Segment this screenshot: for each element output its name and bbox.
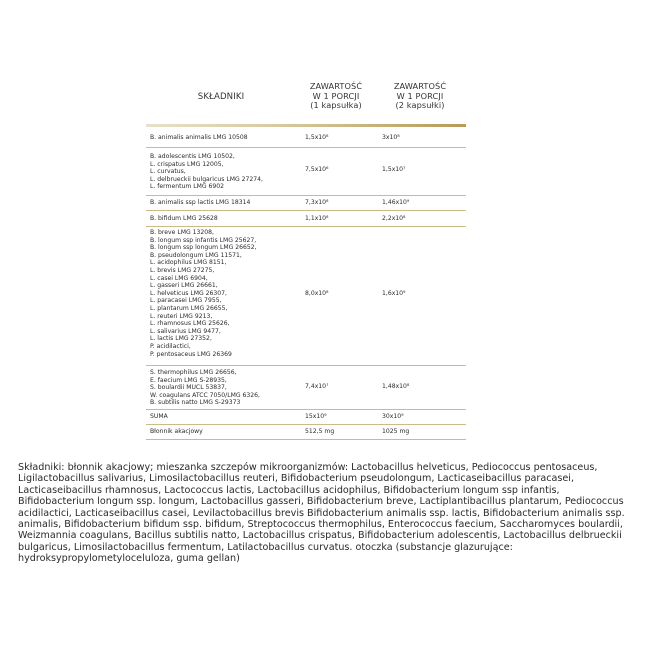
row-ingredients: B. bifidum LMG 25628 bbox=[150, 215, 218, 222]
nutrition-table bbox=[146, 80, 466, 440]
table-row bbox=[146, 127, 466, 148]
row-value-1-capsule: 7,5x10⁶ bbox=[305, 166, 329, 173]
header-content-1-capsule bbox=[296, 82, 376, 111]
row-value-2-capsules: 30x10⁹ bbox=[382, 413, 404, 420]
header-col1-line2: W 1 PORCJI bbox=[312, 90, 360, 101]
table-row bbox=[146, 196, 466, 211]
table-row bbox=[146, 410, 466, 425]
row-value-2-capsules: 1,5x10⁷ bbox=[382, 166, 406, 173]
row-ingredients: SUMA bbox=[150, 413, 168, 420]
header-col1-line1: ZAWARTOŚĆ bbox=[309, 81, 363, 91]
row-value-2-capsules: 1,6x10⁹ bbox=[382, 290, 406, 297]
row-ingredients: B. adolescentis LMG 10502, L. crispatus LMG 12005, L. curvatus, L. delbrueckii bulgaricus LMG 27274, L. fermentum LMG 6902 bbox=[150, 153, 263, 191]
row-value-1-capsule: 8,0x10⁸ bbox=[305, 290, 329, 297]
row-value-2-capsules: 3x10⁸ bbox=[382, 134, 400, 141]
header-ingredients: SKŁADNIKI bbox=[197, 92, 245, 102]
row-ingredients: B. animalis ssp lactis LMG 18314 bbox=[150, 199, 251, 206]
row-value-1-capsule: 1,5x10⁸ bbox=[305, 134, 329, 141]
row-value-1-capsule: 7,3x10⁸ bbox=[305, 199, 329, 206]
row-value-1-capsule: 1,1x10⁸ bbox=[305, 215, 329, 222]
row-ingredients: B. animalis animalis LMG 10508 bbox=[150, 134, 248, 141]
header-col2-line1: ZAWARTOŚĆ bbox=[393, 81, 447, 91]
header-col1-line3: (1 kapsułka) bbox=[310, 100, 362, 110]
row-value-2-capsules: 1,46x10⁹ bbox=[382, 199, 410, 206]
table-row bbox=[146, 366, 466, 410]
row-value-1-capsule: 512,5 mg bbox=[305, 428, 335, 435]
table-row bbox=[146, 211, 466, 227]
row-value-1-capsule: 15x10⁹ bbox=[305, 413, 327, 420]
row-value-2-capsules: 2,2x10⁸ bbox=[382, 215, 406, 222]
table-row bbox=[146, 425, 466, 440]
row-value-2-capsules: 1025 mg bbox=[382, 428, 410, 435]
header-content-2-capsules bbox=[376, 82, 464, 111]
table-row bbox=[146, 148, 466, 196]
header-col2-line3: (2 kapsułki) bbox=[395, 100, 445, 110]
row-value-1-capsule: 7,4x10⁷ bbox=[305, 383, 329, 390]
row-ingredients: B. breve LMG 13208, B. longum ssp infantis LMG 25627, B. longum ssp longum LMG 26652, B. pseudolongum LMG 11571, L. acidophilus LMG 8151, L. brevis LMG 27275, L. casei LMG 6904, L. gasseri LMG 26661, L. helveticus LMG 26307, L. paracasei LMG 7955, L. plantarum LMG 26655, L. reuteri LMG 9213, L. rhamnosus LMG 25626, L. salivarius LMG 9477, L. lactis LMG 27352, P. acidilactici, P. pentosaceus LMG 26369 bbox=[150, 229, 257, 358]
row-ingredients: S. thermophilus LMG 26656, E. faecium LMG S-28935, S. boulardii MUCL 53837, W. coagulans ATCC 7050/LMG 6326, B. subtilis natto LMG S-29373 bbox=[150, 369, 260, 407]
header-col2-line2: W 1 PORCJI bbox=[396, 90, 444, 101]
row-value-2-capsules: 1,48x10⁸ bbox=[382, 383, 410, 390]
table-header bbox=[146, 80, 466, 124]
row-ingredients: Błonnik akacjowy bbox=[150, 428, 203, 435]
table-row bbox=[146, 227, 466, 366]
ingredients-description: Składniki: błonnik akacjowy; mieszanka szczepów mikroorganizmów: Lactobacillus helveticus, Pediococcus pentosaceus, Ligilactobacillus salivarius, Limosilactobacillus reuteri, Bifidobacterium pseudolongum, Lacticaseibacillus paracasei, Lacticaseibacillus rhamnosus, Lactococcus lactis, Lactobacillus acidophilus, Bifidobacterium longum ssp infantis, Bifidobacterium longum ssp. longum, Lactobacillus gasseri, Bifidobacterium breve, Lactiplantibacillus plantarum, Pediococcus acidilactici, Lacticaseibacillus casei, Levilactobacillus brevis Bifidobacterium animalis ssp. lactis, Bifidobacterium animalis ssp. animalis, Bifidobacterium bifidum ssp. bifidum, Streptococcus thermophilus, Enterococcus faecium, Saccharomyces boulardii, Weizmannia coagulans, Bacillus subtilis natto, Lactobacillus crispatus, Bifidobacterium adolescentis, Lactobacillus delbrueckii bulgaricus, Limosilactobacillus fermentum, Latilactobacillus curvatus. otoczka (substancje glazurujące: hydroksypropylometyloceluloza, guma gellan) bbox=[18, 462, 625, 565]
